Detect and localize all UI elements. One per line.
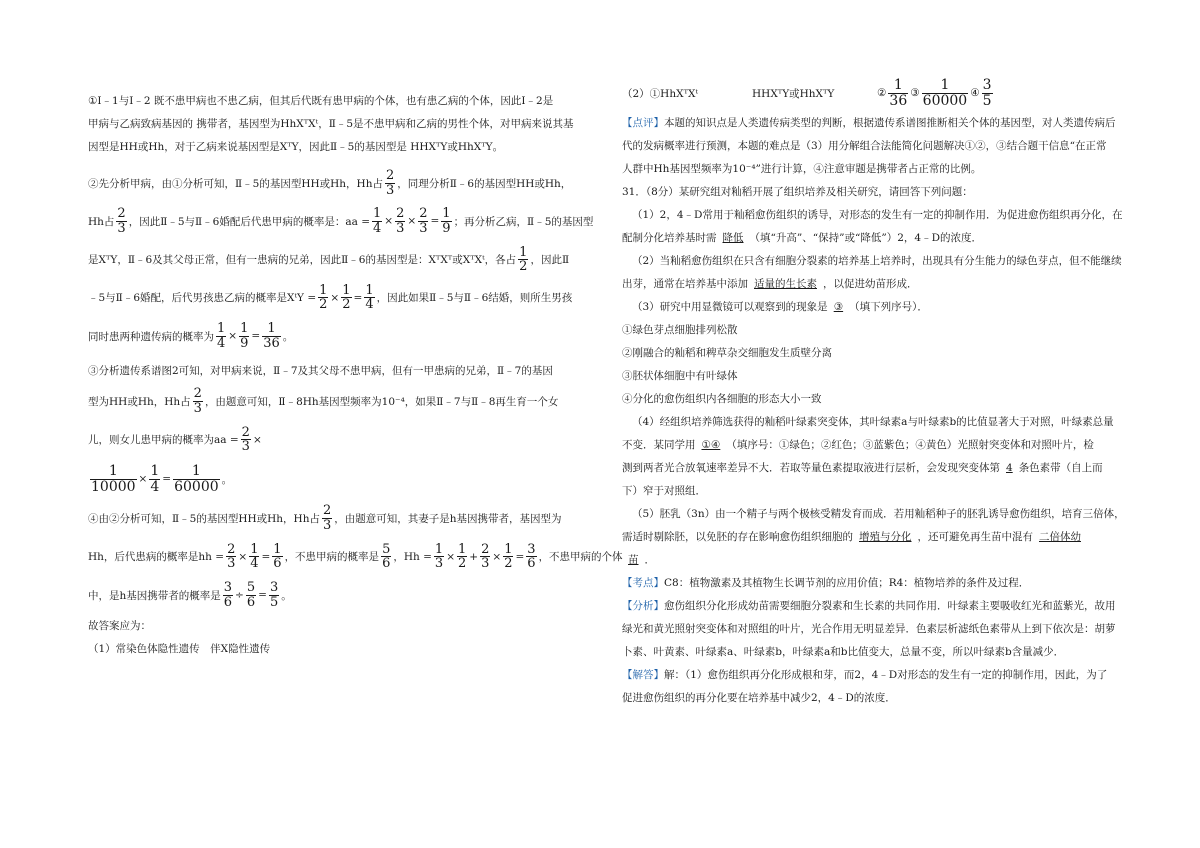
jieda-line-2: 促进愈伤组织的再分化要在培养基中减少2，4﹣D的浓度． [622, 692, 896, 705]
fraction: $\frac{1}{2}$ [319, 282, 328, 313]
answer-blank: 适量的生长素 [754, 278, 817, 291]
para-3-line-3: 儿，则女儿患甲病的概率为aa = $\frac{2}{3}$ × [88, 424, 262, 455]
option-3: ③胚状体细胞中有叶绿体 [622, 370, 738, 383]
para-3-line-2: 型为HH或Hh，Hh占 $\frac{2}{3}$ ，由题意可知，Ⅱ﹣8Hh基因型频率为10⁻⁴，如果Ⅱ﹣7与Ⅱ﹣8再生育一个女 [88, 386, 559, 417]
fraction: $\frac{1}{2}$ [342, 282, 351, 313]
fraction: $\frac{2}{3}$ [241, 424, 250, 455]
para-1-line-3: 因型是HH或Hh，对于乙病来说基因型是XᵀY，因此Ⅱ﹣5的基因型是 HHXᵀY或HhXᵀY。 [88, 141, 504, 153]
option-4: ④分化的愈伤组织内各细胞的形态大小一致 [622, 393, 822, 406]
para-1-line-1: ①Ⅰ﹣1与Ⅰ﹣2 既不患甲病也不患乙病，但其后代既有患甲病的个体，也有患乙病的个体，因此Ⅰ﹣2是 [88, 95, 554, 107]
answer-blank: 苗 [628, 554, 639, 567]
answer-label: 故答案应为： [88, 620, 151, 633]
fraction: $\frac{3}{5}$ [269, 579, 279, 610]
para-2-line-1: ②先分析甲病，由①分析可知，Ⅱ﹣5的基因型HH或Hh，Hh占 $\frac{2}{3}$ ，同理分析Ⅱ﹣6的基因型HH或Hh， [88, 168, 572, 198]
fraction: $\frac{2}{3}$ [385, 168, 395, 198]
q4-line-1: （4）经组织培养筛选获得的籼稻叶绿素突变体，其叶绿素a与叶绿素b的比值显著大于对照，叶绿素总量 [632, 416, 1114, 429]
q5-line-3: 苗 ． [622, 549, 1134, 572]
fraction: $\frac{1}{60000}$ [922, 77, 968, 109]
fraction: $\frac{1}{2}$ [504, 541, 513, 572]
para-3-line-1: ③分析遗传系谱图2可知，对甲病来说，Ⅱ﹣7及其父母不患甲病，但有一甲患病的兄弟，Ⅱ﹣7的基因 [88, 365, 553, 378]
fenxi-line-1: 【分析】愈伤组织分化形成幼苗需要细胞分裂素和生长素的共同作用．叶绿素主要吸收红光和蓝紫光，故用 [622, 600, 1116, 613]
fraction: $\frac{5}{6}$ [382, 541, 391, 572]
fraction: $\frac{1}{6}$ [273, 541, 282, 572]
fenxi-line-2: 绿光和黄光照射突变体和对照组的叶片，光合作用无明显差异．色素层析滤纸色素带从上到下依次是：胡萝 [622, 623, 1116, 636]
fraction: $\frac{1}{10000}$ [91, 462, 136, 495]
dianping-line-1: 【点评】本题的知识点是人类遗传病类型的判断，根据遗传系谱图推断相关个体的基因型，对人类遗传病后 [622, 117, 1116, 130]
dianping-line-3: 人群中Hh基因型频率为10⁻⁴”进行计算，④注意审题是携带者占正常的比例。 [622, 163, 982, 176]
answer-blank: 增殖与分化 [859, 531, 912, 544]
para-2-line-5: 同时患两种遗传病的概率为 $\frac{1}{4}$ × $\frac{1}{9}$ = $\frac{1}{36}$ 。 [88, 321, 294, 351]
fraction: $\frac{3}{6}$ [527, 541, 536, 572]
fraction: $\frac{2}{3}$ [117, 206, 126, 236]
para-4-line-3: 中，是h基因携带者的概率是 $\frac{3}{6}$ ÷ $\frac{5}{6}$ = $\frac{3}{5}$ 。 [88, 579, 292, 610]
para-1-line-2: 甲病与乙病致病基因的 携带者，基因型为HhXᵀXᵗ，Ⅱ﹣5是不患甲病和乙病的男性个体，对甲病来说其基 [88, 118, 574, 130]
fraction: $\frac{1}{4}$ [217, 321, 226, 351]
fenxi-line-3: 卜素、叶黄素、叶绿素a、叶绿素b，叶绿素a和b比值变大，总量不变，所以叶绿素b含量减少． [622, 646, 1065, 659]
dianping-tag: 【点评】 [622, 117, 664, 130]
fenxi-tag: 【分析】 [622, 600, 664, 613]
q4-line-4: 下）窄于对照组． [622, 485, 706, 498]
kaodian-tag: 【考点】 [622, 577, 664, 590]
fraction: $\frac{1}{9}$ [240, 321, 249, 351]
fraction: $\frac{1}{9}$ [442, 206, 451, 236]
fraction: $\frac{1}{36}$ [889, 77, 908, 109]
q5-line-1: （5）胚乳（3n）由一个精子与两个极核受精发育而成．若用籼稻种子的胚乳诱导愈伤组织，培育三倍体， [632, 508, 1125, 521]
fraction: $\frac{1}{4}$ [373, 206, 382, 236]
right-column [622, 77, 1134, 710]
option-1: ①绿色芽点细胞排列松散 [622, 324, 738, 337]
fraction: $\frac{1}{4}$ [365, 282, 374, 313]
q1-line-2: 配制分化培养基时需 降低 （填“升高”、“保持”或“降低”）2，4﹣D的浓度． [622, 232, 982, 245]
fraction: $\frac{3}{5}$ [982, 77, 992, 109]
fraction: $\frac{2}{3}$ [419, 206, 428, 236]
option-2: ②刚融合的籼稻和稗草杂交细胞发生质壁分离 [622, 347, 832, 360]
para-3-line-4: $\frac{1}{10000}$ × $\frac{1}{4}$ = $\frac{1}{60000}$ 。 [91, 462, 233, 495]
para-2-line-3: 是XᵀY，Ⅱ﹣6及其父母正常，但有一患病的兄弟，因此Ⅱ﹣6的基因型是：XᵀXᵀ或XᵀXᵗ，各占 $\frac{1}{2}$ ，因此Ⅱ [88, 244, 570, 275]
fraction: $\frac{2}{3}$ [481, 541, 490, 572]
fraction: $\frac{1}{2}$ [458, 541, 467, 572]
fraction: $\frac{1}{4}$ [250, 541, 259, 572]
fraction: $\frac{5}{6}$ [246, 579, 256, 610]
answer-blank: 降低 [722, 232, 744, 245]
question-31: 31．（8分）某研究组对籼稻开展了组织培养及相关研究，请回答下列问题： [622, 186, 973, 199]
q3-line: （3）研究中用显微镜可以观察到的现象是 ③ （填下列序号）． [632, 301, 928, 314]
jieda-line-1: 【解答】解：（1）愈伤组织再分化形成根和芽，而2，4﹣D对形态的发生有一定的抑制作用，因此，为了 [622, 669, 1108, 682]
q1-line-1: （1）2，4﹣D常用于籼稻愈伤组织的诱导，对形态的发生有一定的抑制作用．为促进愈伤组织再分化，在 [632, 209, 1123, 222]
answer-1: （1）常染色体隐性遗传 伴X隐性遗传 [88, 643, 271, 656]
fraction: $\frac{1}{4}$ [150, 462, 160, 495]
fraction: $\frac{1}{2}$ [519, 244, 528, 275]
para-2-line-4: ﹣5与Ⅱ﹣6婚配，后代男孩患乙病的概率是XᵗY = $\frac{1}{2}$ × $\frac{1}{2}$ = $\frac{1}{4}$ ，因此如果Ⅱ﹣5与Ⅱ﹣6结婚，则所生男孩 [88, 282, 573, 313]
q4-line-3: 测到两者光合放氧速率差异不大．若取等量色素提取液进行层析，会发现突变体第 4 条色素带（自上而 [622, 462, 1103, 475]
answer-blank: ①④ [701, 439, 721, 452]
answer-blank: 4 [1006, 462, 1013, 475]
fraction: $\frac{2}{3}$ [227, 541, 236, 572]
fraction: $\frac{2}{3}$ [193, 386, 202, 417]
q4-line-2: 不变．某同学用 ①④ （填序号：①绿色；②红色；③蓝紫色；④黄色）光照射突变体和对照叶片，检 [622, 439, 1094, 452]
q5-line-2: 需适时剔除胚，以免胚的存在影响愈伤组织细胞的 增殖与分化 ，还可避免再生苗中混有 二倍体幼 [622, 526, 1134, 549]
dianping-line-2: 代的发病概率进行预测，本题的难点是（3）用分解组合法能简化问题解决①②，③结合题干信息“在正常 [622, 140, 1107, 153]
fraction: $\frac{1}{3}$ [434, 541, 444, 572]
fraction: $\frac{2}{3}$ [322, 503, 332, 533]
left-column [88, 90, 623, 661]
para-2-line-2: Hh占 $\frac{2}{3}$ ，因此Ⅱ﹣5与Ⅱ﹣6婚配后代患甲病的概率是：aa = $\frac{1}{4}$ × $\frac{2}{3}$ × $\frac{2}{3}$ = $\frac{1}{9}$ ；再分析乙病，Ⅱ﹣5的基因型 [88, 206, 594, 236]
q2-line-1: （2）当籼稻愈伤组织在只含有细胞分裂素的培养基上培养时，出现具有分生能力的绿色芽点，但不能继续 [632, 255, 1122, 268]
para-4-line-1: ④由②分析可知，Ⅱ﹣5的基因型HH或Hh，Hh占 $\frac{2}{3}$ ，由题意可知，其妻子是h基因携带者，基因型为 [88, 503, 562, 533]
q2-line-2: 出芽，通常在培养基中添加 适量的生长素 ，以促进幼苗形成． [622, 278, 918, 291]
fraction: $\frac{3}{6}$ [223, 579, 233, 610]
kaodian-line: 【考点】C8：植物激素及其植物生长调节剂的应用价值；R4：植物培养的条件及过程． [622, 577, 1030, 590]
fraction: $\frac{2}{3}$ [396, 206, 405, 236]
answer-blank: 二倍体幼 [1039, 531, 1081, 544]
fraction: $\frac{1}{36}$ [263, 321, 280, 351]
para-4-line-2: Hh，后代患病的概率是hh = $\frac{2}{3}$ × $\frac{1}{4}$ = $\frac{1}{6}$ ，不患甲病的概率是 $\frac{5}{6}$ ，Hh = $\frac{1}{3}$ × $\frac{1}{2}$ + $\frac{2}{3}$ × $\frac{1}{2}$ = $\frac{3}{6}$ ，不患甲病的个体 [88, 541, 623, 572]
answer-2: （2）①HhXᵀXᵗ HHXᵀY或HhXᵀY ② $\frac{1}{36}$ ③ $\frac{1}{60000}$ ④ $\frac{3}{5}$ [622, 77, 992, 109]
jieda-tag: 【解答】 [622, 669, 664, 682]
fraction: $\frac{1}{60000}$ [174, 462, 219, 495]
answer-blank: ③ [833, 301, 844, 314]
